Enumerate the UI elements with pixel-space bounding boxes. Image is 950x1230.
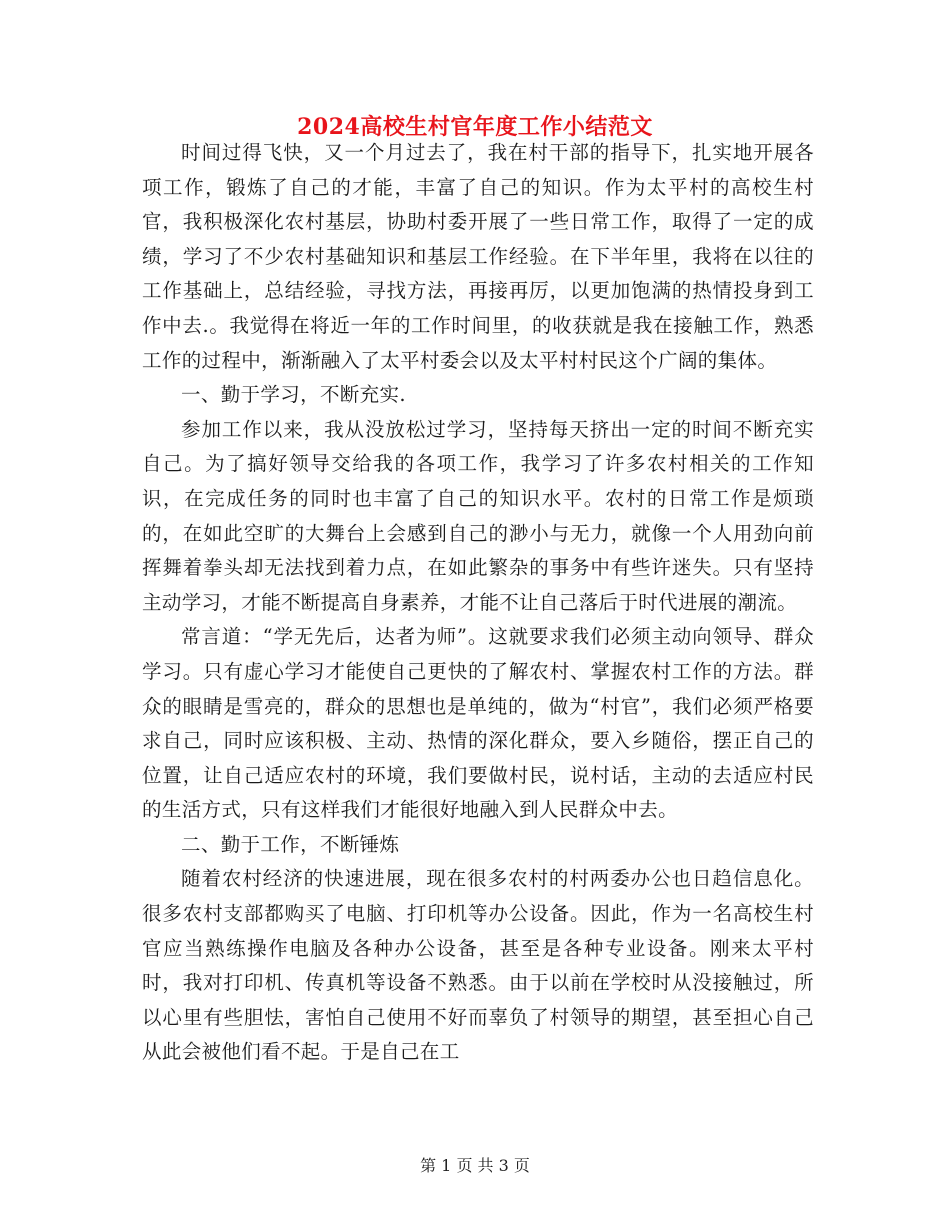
paragraph-intro: 时间过得飞快，又一个月过去了，我在村干部的指导下，扎实地开展各项工作，锻炼了自己的才能，丰富了自己的知识。作为太平村的高校生村官，我积极深化农村基层，协助村委开展了一些日常工作，取得了一定的成绩，学习了不少农村基础知识和基层工作经验。在下半年里，我将在以往的工作基础上，总结经验，寻找方法，再接再厉，以更加饱满的热情投身到工作中去.。我觉得在将近一年的工作时间里，的收获就是我在接触工作，熟悉工作的过程中，渐渐融入了太平村委会以及太平村村民这个广阔的集体。 <box>142 141 814 372</box>
paragraph-study: 参加工作以来，我从没放松过学习，坚持每天挤出一定的时间不断充实自己。为了搞好领导交给我的各项工作，我学习了许多农村相关的工作知识，在完成任务的同时也丰富了自己的知识水平。农村的日常工作是烦琐的，在如此空旷的大舞台上会感到自己的渺小与无力，就像一个人用劲向前挥舞着拳头却无法找到着力点，在如此繁杂的事务中有些许迷失。只有坚持主动学习，才能不断提高自身素养，才能不让自己落后于时代进展的潮流。 <box>142 417 814 614</box>
page-number-footer: 第 1 页 共 3 页 <box>420 1156 530 1175</box>
section-heading-work: 二、勤于工作，不断锤炼 <box>181 832 400 856</box>
paragraph-learn-from-masses: 常言道：“学无先后，达者为师”。这就要求我们必须主动向领导、群众学习。只有虚心学习才能使自己更快的了解农村、掌握农村工作的方法。群众的眼睛是雪亮的，群众的思想也是单纯的，做为“村官”，我们必须严格要求自己，同时应该积极、主动、热情的深化群众，要入乡随俗，摆正自己的位置，让自己适应农村的环境，我们要做村民，说村话，主动的去适应村民的生活方式，只有这样我们才能很好地融入到人民群众中去。 <box>142 625 814 822</box>
section-heading-study: 一、勤于学习，不断充实. <box>181 383 406 407</box>
document-title: 2024高校生村官年度工作小结范文 <box>297 114 653 140</box>
paragraph-work: 随着农村经济的快速进展，现在很多农村的村两委办公也日趋信息化。很多农村支部都购买了电脑、打印机等办公设备。因此，作为一名高校生村官应当熟练操作电脑及各种办公设备，甚至是各种专业设备。刚来太平村时，我对打印机、传真机等设备不熟悉。由于以前在学校时从没接触过，所以心里有些胆怯，害怕自己使用不好而辜负了村领导的期望，甚至担心自己从此会被他们看不起。于是自己在工 <box>142 867 814 1064</box>
document-body <box>142 136 814 1070</box>
